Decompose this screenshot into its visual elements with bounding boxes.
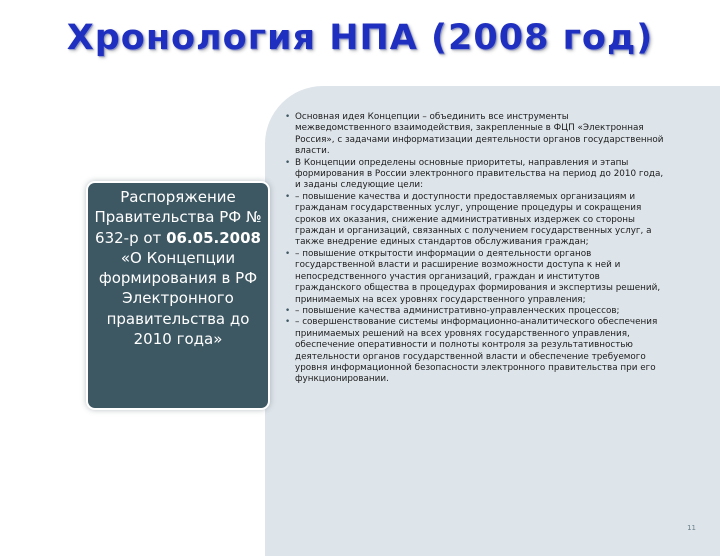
page-number: 11 — [687, 524, 696, 532]
bullet-icon: • — [285, 112, 291, 122]
bullet-item — [285, 249, 665, 306]
concept-bullet-list — [285, 112, 665, 386]
bullet-icon: • — [285, 248, 291, 259]
document-reference-box — [88, 183, 268, 408]
bullet-text: – повышение качества и доступности предоставляемых организациям и гражданам государственных услуг, упрощение процедуры и сокращения сроков их оказания, снижение административных издержек со стороны граждан и организаций, связанных с получением государственных услуг, а также внедрение единых стандартов обслуживания граждан; — [295, 191, 652, 248]
bullet-item — [285, 158, 665, 192]
bullet-icon: • — [285, 191, 291, 202]
bullet-text: – повышение качества административно-управленческих процессов; — [295, 305, 620, 316]
bullet-icon: • — [285, 317, 291, 328]
bullet-item — [285, 192, 665, 249]
document-reference-prefix: Распоряжение Правительства РФ № 632-р от — [94, 188, 262, 247]
bullet-text: В Концепции определены основные приоритеты, направления и этапы формирования в России электронного правительства на период до 2010 года, и заданы следующие цели: — [295, 157, 664, 191]
bullet-text: Основная идея Концепции – объединить все инструменты межведомственного взаимодействия, закрепленные в ФЦП «Электронная Россия», с задачами информатизации деятельности органов государственной власти. — [295, 112, 664, 157]
bullet-item — [285, 112, 665, 158]
bullet-item — [285, 317, 665, 385]
bullet-icon: • — [285, 305, 291, 316]
slide-title: Хронология НПА (2008 год) — [66, 18, 654, 58]
document-reference-title: «О Концепции формирования в РФ Электронного правительства до 2010 года» — [98, 248, 258, 349]
bullet-text: – совершенствование системы информационно-аналитического обеспечения принимаемых решений на всех уровнях государственного управления, обеспечение оперативности и полноты контроля за результативностью деятельности органов государственной власти и обеспечение требуемого уровня информационной безопасности электронного правительства при его функционировании. — [295, 317, 658, 385]
document-reference-text — [88, 187, 268, 349]
bullet-item — [285, 306, 665, 317]
bullet-icon: • — [285, 157, 291, 168]
document-date: 06.05.2008 — [166, 228, 261, 247]
bullet-text: – повышение открытости информации о деятельности органов государственной власти и расширение возможности доступа к ней и непосредственного участия организаций, граждан и институтов гражданского общества в процедурах формирования и экспертизы решений, принимаемых на всех уровнях государственного управления; — [295, 248, 661, 305]
